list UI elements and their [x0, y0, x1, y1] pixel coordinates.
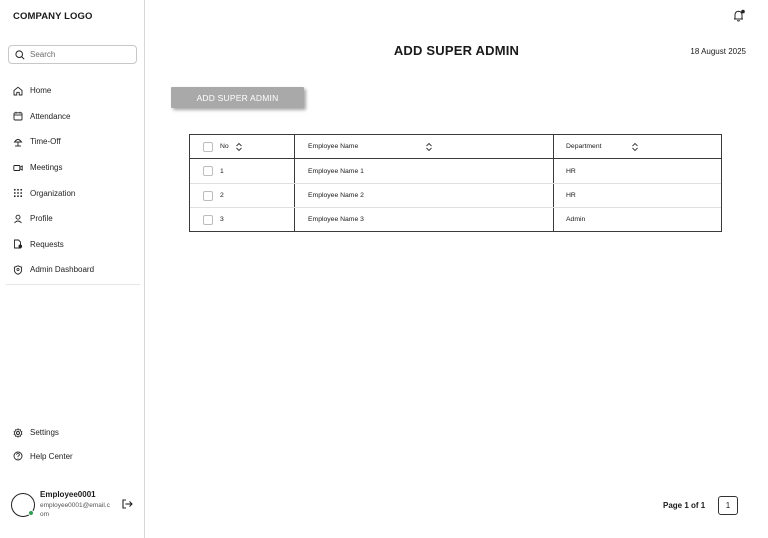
sidebar-item-label: Admin Dashboard	[30, 265, 95, 275]
row-checkbox[interactable]	[203, 191, 213, 201]
cell-department: Admin	[566, 216, 586, 223]
sidebar-item-time-off[interactable]	[0, 129, 144, 155]
column-header-no: No	[220, 143, 229, 150]
row-checkbox[interactable]	[203, 215, 213, 225]
header-cell-no	[190, 135, 295, 158]
grid-icon	[13, 188, 23, 198]
row-number: 2	[220, 192, 224, 199]
row-checkbox[interactable]	[203, 166, 213, 176]
user-card	[11, 490, 141, 522]
main-content	[145, 0, 768, 538]
sidebar-item-label: Requests	[30, 239, 64, 249]
sidebar-item-organization[interactable]	[0, 180, 144, 206]
sidebar-item-label: Profile	[30, 214, 53, 224]
gear-icon	[13, 428, 23, 438]
cell-employee-name: Employee Name 2	[295, 184, 554, 207]
cell-no	[190, 184, 295, 207]
calendar-icon	[13, 111, 23, 121]
sidebar-item-admin-dashboard[interactable]	[0, 257, 144, 283]
user-name: Employee0001	[40, 490, 96, 499]
sidebar-item-help-center[interactable]	[0, 445, 144, 469]
pagination-label: Page 1 of 1	[663, 501, 706, 510]
user-email: employee0001@email.com	[40, 502, 110, 518]
row-number: 1	[220, 167, 224, 175]
sidebar-item-settings[interactable]	[0, 421, 144, 445]
beach-umbrella-icon	[13, 137, 23, 147]
home-icon	[13, 86, 23, 96]
column-header-employee-name: Employee Name	[308, 143, 359, 150]
user-icon	[13, 214, 23, 224]
sidebar-item-label: Home	[30, 86, 52, 96]
employee-table	[189, 134, 722, 232]
page-title: ADD SUPER ADMIN	[393, 43, 520, 58]
cell-department: HR	[566, 192, 576, 199]
header-cell-employee-name	[295, 135, 554, 158]
cell-employee-name: Employee Name 3	[295, 208, 554, 231]
header-cell-department	[554, 135, 721, 158]
sidebar-item-home[interactable]	[0, 78, 144, 104]
add-super-admin-button[interactable]: ADD SUPER ADMIN	[171, 87, 304, 108]
video-icon	[13, 163, 23, 173]
sidebar	[0, 0, 145, 538]
company-logo: COMPANY LOGO	[13, 11, 93, 22]
sidebar-item-requests[interactable]	[0, 232, 144, 258]
sidebar-item-attendance[interactable]	[0, 104, 144, 130]
search-icon	[15, 50, 25, 60]
column-header-department: Department	[566, 143, 602, 150]
search-input[interactable]	[8, 45, 137, 64]
page-number-button[interactable]: 1	[718, 496, 738, 515]
sidebar-bottom-nav	[0, 421, 144, 468]
cell-no	[190, 159, 295, 183]
sort-icon[interactable]	[235, 142, 243, 152]
row-number: 3	[220, 216, 224, 223]
online-status-dot	[28, 510, 34, 516]
cell-department: HR	[566, 167, 576, 175]
search-placeholder: Search	[30, 50, 56, 59]
logout-icon[interactable]	[121, 498, 133, 510]
table-row[interactable]	[190, 207, 721, 231]
table-row[interactable]	[190, 183, 721, 207]
cell-no	[190, 208, 295, 231]
sidebar-divider	[6, 284, 140, 285]
document-icon	[13, 239, 23, 249]
sidebar-item-label: Help Center	[30, 451, 73, 461]
notification-bell-icon[interactable]	[732, 9, 746, 23]
sidebar-item-label: Settings	[30, 428, 59, 438]
sidebar-item-label: Organization	[30, 188, 76, 198]
table-header-row	[190, 135, 721, 159]
sidebar-nav	[0, 78, 144, 283]
cell-employee-name: Employee Name 1	[295, 159, 554, 183]
sort-icon[interactable]	[631, 142, 639, 152]
sort-icon[interactable]	[425, 142, 433, 152]
sidebar-item-label: Meetings	[30, 163, 63, 173]
sidebar-item-profile[interactable]	[0, 206, 144, 232]
table-row[interactable]	[190, 159, 721, 183]
select-all-checkbox[interactable]	[203, 142, 213, 152]
shield-icon	[13, 265, 23, 275]
sidebar-item-label: Attendance	[30, 111, 71, 121]
sidebar-item-label: Time-Off	[30, 137, 61, 147]
sidebar-item-meetings[interactable]	[0, 155, 144, 181]
help-icon	[13, 451, 23, 461]
current-date: 18 August 2025	[690, 47, 746, 56]
